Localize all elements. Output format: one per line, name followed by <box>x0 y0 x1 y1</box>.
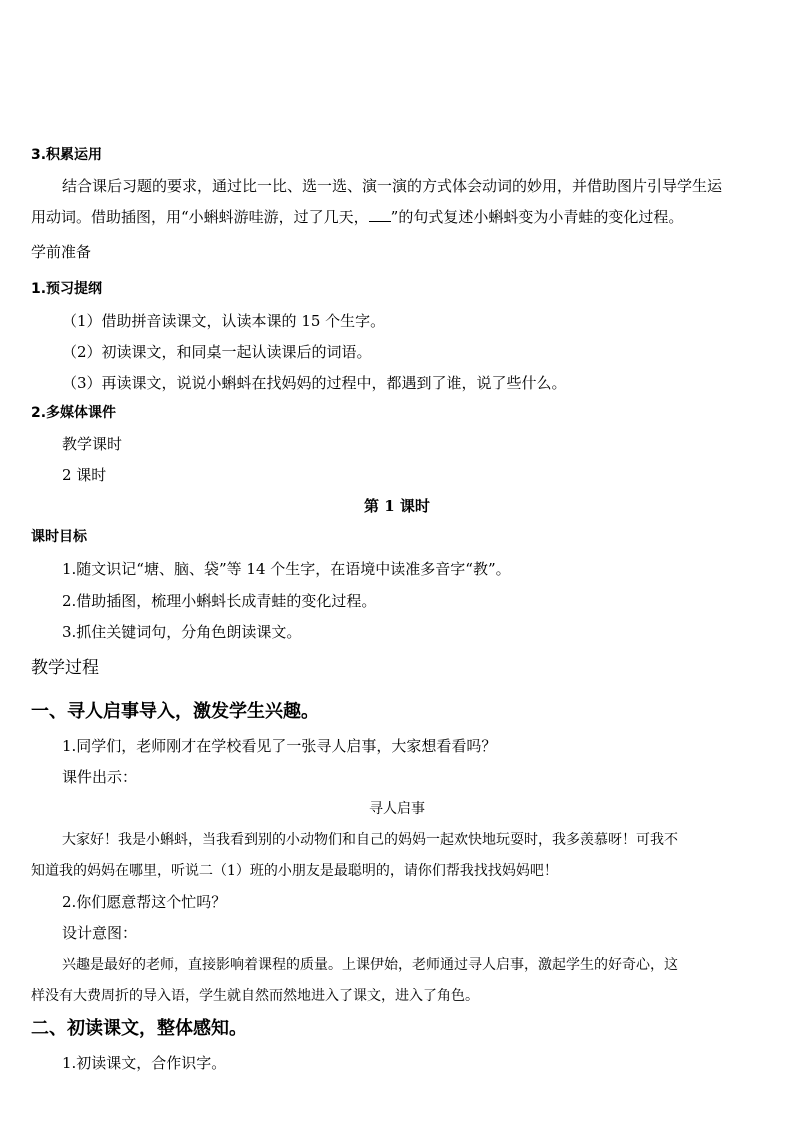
hours-label: 教学课时 <box>62 435 123 453</box>
design-line: 样没有大费周折的导入语，学生就自然而然地进入了课文，进入了角色。 <box>31 988 479 1004</box>
goal-item: 3.抓住关键词句，分角色朗读课文。 <box>62 623 302 641</box>
question-item: 1.同学们，老师刚才在学校看见了一张寻人启事，大家想看看吗？ <box>62 737 497 755</box>
goal-item: 2.借助插图，梳理小蝌蚪长成青蛙的变化过程。 <box>62 592 377 610</box>
part1-heading: 一、寻人启事导入，激发学生兴趣。 <box>31 701 319 722</box>
paragraph-line: 结合课后习题的要求，通过比一比、选一选、演一演的方式体会动词的妙用，并借助图片引导学生运 <box>62 177 723 195</box>
show-label: 课件出示： <box>62 768 138 786</box>
design-line: 兴趣是最好的老师，直接影响着课程的质量。上课伊始，老师通过寻人启事，激起学生的好奇心，这 <box>62 957 678 973</box>
notice-title: 寻人启事 <box>369 801 425 817</box>
goal-item: 1.随文识记“塘、脑、袋”等 14 个生字，在语境中读准多音字“教”。 <box>62 560 511 578</box>
goals-heading: 课时目标 <box>31 529 87 545</box>
part2-heading: 二、初读课文，整体感知。 <box>31 1018 247 1039</box>
list-item: （1）借助拼音读课文，认读本课的 15 个生字。 <box>62 312 386 330</box>
subheading-media: 2.多媒体课件 <box>31 405 117 421</box>
design-label: 设计意图： <box>62 924 138 942</box>
hours-value: 2 课时 <box>62 466 107 484</box>
lesson-title: 第 1 课时 <box>364 497 430 515</box>
list-item: （2）初读课文，和同桌一起认读课后的词语。 <box>62 343 372 361</box>
list-item: 1.初读课文，合作识字。 <box>62 1054 227 1072</box>
section-heading-accumulate: 3.积累运用 <box>31 147 103 163</box>
process-heading: 教学过程 <box>31 658 99 678</box>
paragraph-line <box>31 208 683 226</box>
fill-in-blank <box>369 209 391 222</box>
notice-line: 大家好！我是小蝌蚪，当我看到别的小动物们和自己的妈妈一起欢快地玩耍时，我多羡慕呀！可我不 <box>62 832 678 848</box>
question-item: 2.你们愿意帮这个忙吗？ <box>62 893 227 911</box>
paragraph-text: ”的句式复述小蝌蚪变为小青蛙的变化过程。 <box>390 208 684 226</box>
list-item: （3）再读课文，说说小蝌蚪在找妈妈的过程中，都遇到了谁，说了些什么。 <box>62 374 567 392</box>
notice-line: 知道我的妈妈在哪里，听说二（1）班的小朋友是最聪明的，请你们帮我找找妈妈吧！ <box>31 863 558 879</box>
section-heading-prep: 学前准备 <box>31 243 92 261</box>
subheading-outline: 1.预习提纲 <box>31 281 103 297</box>
paragraph-text: 用动词。借助插图，用“小蝌蚪游哇游，过了几天， <box>31 208 369 226</box>
